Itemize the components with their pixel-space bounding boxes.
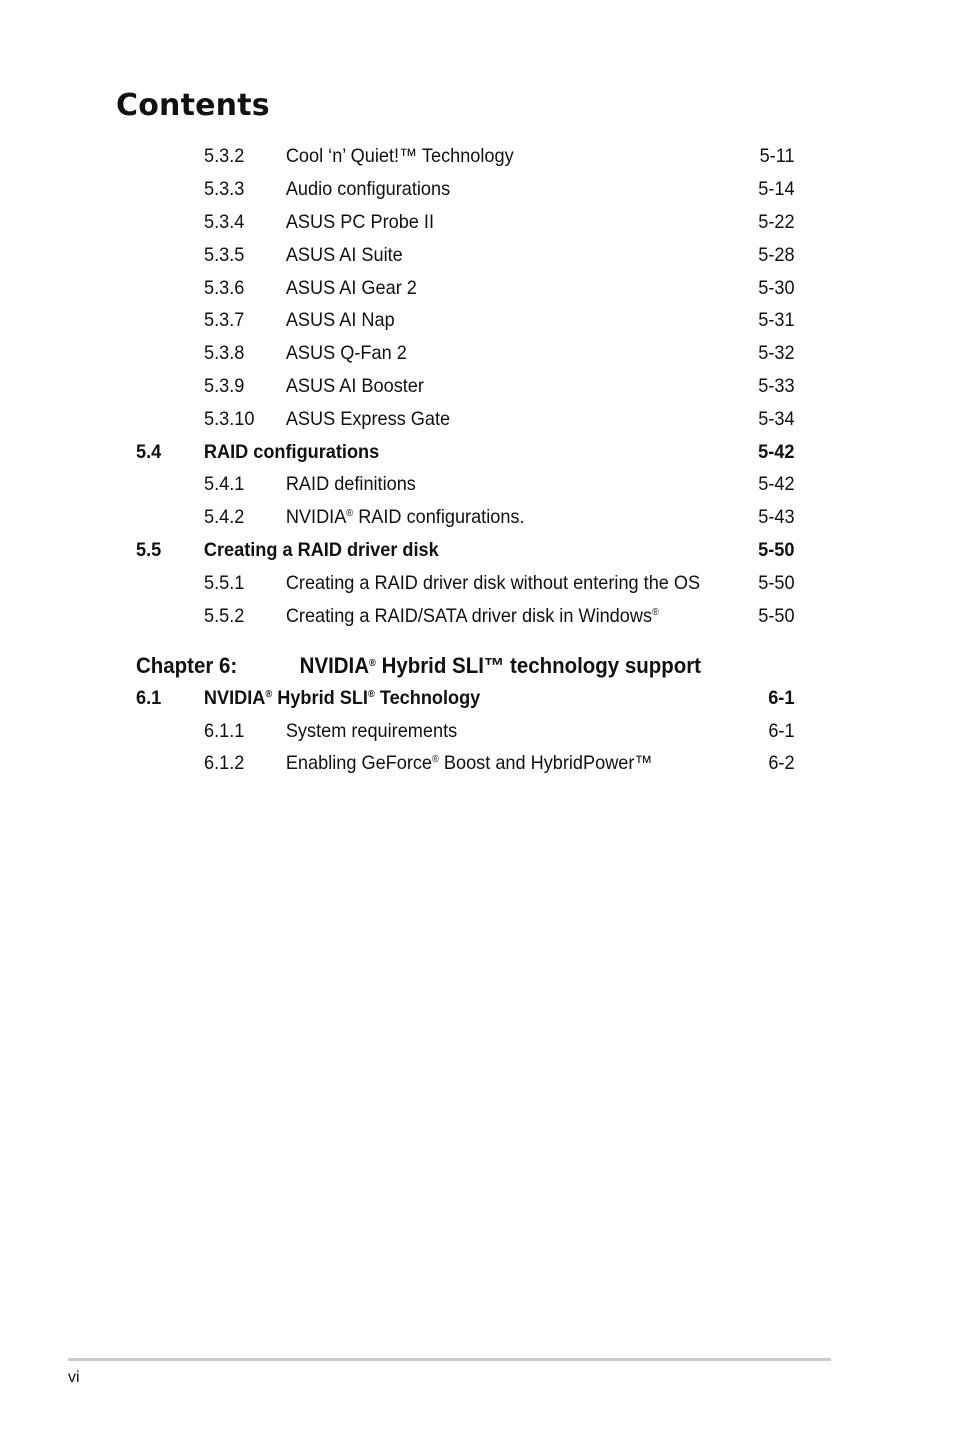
toc-entry-number: 5.5.2 <box>204 605 245 627</box>
toc-entry-page: 6-1 <box>768 720 795 742</box>
toc-entry-title: ASUS AI Nap <box>285 309 395 331</box>
toc-entry-title: Enabling GeForce® Boost and HybridPower™ <box>285 752 653 774</box>
toc-entry-number: 6.1 <box>136 687 162 709</box>
toc-entry-number: 5.4 <box>136 441 162 463</box>
toc-entry-number: 5.3.8 <box>204 342 245 364</box>
toc-entry-5-3-6[interactable] <box>204 275 795 301</box>
toc-entry-page: 5-28 <box>758 244 795 266</box>
toc-entry-page: 5-43 <box>758 506 795 528</box>
registered-mark: ® <box>652 607 659 618</box>
toc-entry-5-3-5[interactable] <box>204 242 795 268</box>
toc-entry-page: 5-50 <box>758 572 795 594</box>
toc-entry-title: Cool ‘n’ Quiet!™ Technology <box>285 145 514 167</box>
toc-entry-title: NVIDIA® RAID configurations. <box>285 506 525 528</box>
toc-entry-5-3-4[interactable] <box>204 209 795 235</box>
toc-entry-page: 5-42 <box>758 473 795 495</box>
toc-entry-page: 5-22 <box>758 211 795 233</box>
toc-entry-title: ASUS AI Gear 2 <box>285 277 417 299</box>
toc-entry-title: ASUS AI Booster <box>285 375 424 397</box>
toc-entry-5-5-1[interactable] <box>204 570 795 596</box>
toc-entry-title: ASUS Express Gate <box>285 408 451 430</box>
toc-entry-number: 5.3.10 <box>204 408 255 430</box>
registered-mark: ® <box>369 658 376 669</box>
toc-entry-6-1-2[interactable] <box>204 750 795 776</box>
toc-entry-title: Creating a RAID driver disk <box>203 539 439 561</box>
toc-entry-number: 5.3.6 <box>204 277 245 299</box>
toc-entry-title: NVIDIA® Hybrid SLI® Technology <box>203 687 481 709</box>
toc-entry-title: ASUS Q-Fan 2 <box>285 342 407 364</box>
toc-entry-page: 5-31 <box>758 309 795 331</box>
toc-entry-page: 5-14 <box>758 178 795 200</box>
toc-entry-page: 5-30 <box>758 277 795 299</box>
toc-entry-page: 5-33 <box>758 375 795 397</box>
chapter-title: NVIDIA® Hybrid SLI™ technology support <box>299 653 701 678</box>
toc-entry-title: System requirements <box>285 720 458 742</box>
toc-entry-number: 5.3.4 <box>204 211 245 233</box>
toc-entry-number: 5.5.1 <box>204 572 245 594</box>
toc-entry-5-3-10[interactable] <box>204 406 795 432</box>
toc-entry-number: 5.3.9 <box>204 375 245 397</box>
toc-entry-page: 5-34 <box>758 408 795 430</box>
toc-entry-number: 5.5 <box>136 539 162 561</box>
toc-entry-5-5-2[interactable] <box>204 603 795 629</box>
toc-entry-number: 5.3.3 <box>204 178 245 200</box>
toc-entry-page: 5-32 <box>758 342 795 364</box>
toc-entry-page: 5-50 <box>758 539 795 561</box>
page-number: vi <box>68 1369 80 1386</box>
toc-entry-title: Creating a RAID/SATA driver disk in Windows® <box>285 605 659 627</box>
registered-mark: ® <box>432 754 439 765</box>
toc-entry-5-3-3[interactable] <box>204 176 795 202</box>
toc-section-6-1[interactable] <box>136 685 794 711</box>
toc-entry-number: 5.4.2 <box>204 506 245 528</box>
toc-entry-number: 5.3.2 <box>204 145 245 167</box>
chapter-label: Chapter 6: <box>136 653 238 678</box>
registered-mark: ® <box>265 689 273 700</box>
toc-entry-page: 6-2 <box>768 752 795 774</box>
toc-entry-page: 5-11 <box>759 145 795 167</box>
toc-entry-number: 6.1.2 <box>204 752 245 774</box>
toc-entry-5-3-9[interactable] <box>204 373 795 399</box>
toc-entry-title: Audio configurations <box>285 178 451 200</box>
toc-entry-number: 6.1.1 <box>204 720 245 742</box>
registered-mark: ® <box>346 508 354 519</box>
toc-entry-title: Creating a RAID driver disk without entering the OS <box>285 572 701 594</box>
registered-mark: ® <box>367 689 375 700</box>
toc-entry-5-3-7[interactable] <box>204 307 795 333</box>
toc-entry-page: 5-50 <box>758 605 795 627</box>
toc-entry-5-4-1[interactable] <box>204 471 795 497</box>
toc-section-5-4[interactable] <box>136 439 794 465</box>
toc-entry-number: 5.4.1 <box>204 473 245 495</box>
toc-entry-page: 6-1 <box>768 687 795 709</box>
toc-entry-title: ASUS AI Suite <box>285 244 403 266</box>
toc-section-5-5[interactable] <box>136 537 794 563</box>
toc-entry-number: 5.3.7 <box>204 309 245 331</box>
toc-entry-title: RAID configurations <box>203 441 380 463</box>
toc-entry-title: ASUS PC Probe II <box>285 211 435 233</box>
toc-entry-6-1-1[interactable] <box>204 718 795 744</box>
toc-entry-title: RAID definitions <box>285 473 416 495</box>
toc-entry-5-3-8[interactable] <box>204 340 795 366</box>
chapter-6-heading[interactable] <box>136 651 701 681</box>
toc-entry-number: 5.3.5 <box>204 244 245 266</box>
toc-entry-page: 5-42 <box>758 441 795 463</box>
toc-entry-5-3-2[interactable] <box>204 143 795 169</box>
footer-divider <box>68 1358 831 1361</box>
page-title: Contents <box>116 88 270 123</box>
toc-entry-5-4-2[interactable] <box>204 504 795 530</box>
